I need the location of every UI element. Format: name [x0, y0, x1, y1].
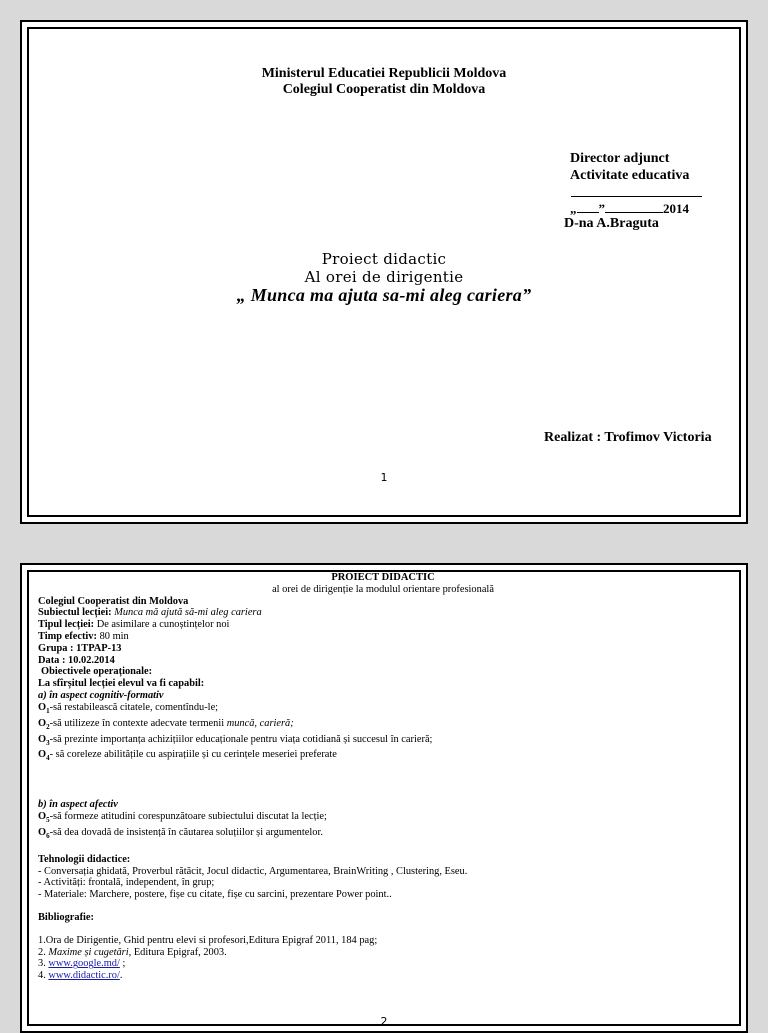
objective-index: 3: [46, 738, 50, 747]
objective-code: O: [38, 701, 47, 713]
objective-text: -să restabilească citatele, comentîndu-le;: [49, 701, 219, 713]
affective-title: b) în aspect afectiv: [38, 799, 118, 811]
subject-label: Subiectul lecției:: [38, 607, 112, 619]
objectives-intro: La sfîrșitul lecției elevul va fi capabil:: [38, 678, 205, 690]
director-approval: [570, 150, 689, 184]
objective-o1: [38, 702, 728, 718]
month-blank: [605, 200, 663, 213]
day-blank: [577, 200, 599, 213]
date-open-quote: „: [570, 201, 577, 216]
biblio-item-3: [38, 958, 728, 970]
biblio-publisher: Editura Epigraf, 2003.: [131, 946, 227, 958]
objective-text: -să dea dovadă de insistență în căutarea soluțiilor și argumentelor.: [49, 826, 323, 838]
college-name: Colegiul Cooperatist din Moldova: [282, 82, 486, 97]
date-line: Data : 10.02.2014: [38, 654, 115, 666]
project-label: Proiect didactic: [321, 250, 447, 268]
lesson-plan-header: [38, 572, 728, 596]
project-topic: „ Munca ma ajuta sa-mi aleg cariera”: [236, 285, 532, 305]
tech-item: - Conversația ghidată, Proverbul rătăcit, Jocul didactic, Argumentarea, BrainWriting , Clustering, Eseu.: [38, 865, 468, 877]
college-line: Colegiul Cooperatist din Moldova: [38, 595, 189, 607]
objective-index: 6: [46, 832, 50, 841]
date-close-quote: ”: [598, 201, 605, 216]
director-dept: Activitate educativa: [570, 168, 690, 183]
google-link[interactable]: www.google.md/: [48, 958, 120, 970]
bibliography-title: Bibliografie:: [38, 912, 94, 923]
objective-terms: muncă, carieră;: [226, 717, 294, 729]
objective-o5: [38, 811, 728, 827]
page-number: 1: [380, 471, 388, 484]
objective-o2: [38, 718, 728, 734]
subject-line: [38, 607, 728, 619]
subject-value: Munca mă ajută să-mi aleg cariera: [114, 607, 262, 619]
didactic-link[interactable]: www.didactic.ro/: [48, 970, 120, 982]
biblio-punct: .: [119, 970, 123, 982]
tech-item: - Materiale: Marchere, postere, fișe cu citate, fișe cu sarcini, prezentare Power point..: [38, 889, 392, 901]
institution-header: [22, 66, 746, 98]
lesson-plan-title: PROIECT DIDACTIC: [331, 572, 435, 583]
objective-text: - să coreleze abilitățile cu aspirațiile și cu cerințele meseriei preferate: [49, 749, 337, 761]
biblio-item-2: [38, 947, 728, 959]
type-value: De asimilare a cunoștințelor noi: [96, 619, 230, 631]
director-title: Director adjunct: [570, 151, 670, 166]
page-1: [20, 20, 748, 524]
objective-o3: [38, 734, 728, 750]
project-title-block: [22, 250, 746, 304]
objective-code: O: [38, 717, 47, 729]
objective-code: O: [38, 826, 47, 838]
objective-text: -să utilizeze în contexte adecvate termenii: [49, 717, 227, 729]
time-line: [38, 631, 728, 643]
biblio-number: 4.: [38, 970, 49, 982]
lesson-plan-body: [38, 572, 728, 982]
ministry-name: Ministerul Educatiei Republicii Moldova: [261, 66, 507, 81]
biblio-item-1: 1.Ora de Dirigentie, Ghid pentru elevi si profesori,Editura Epigraf 2011, 184 pag;: [38, 934, 378, 946]
time-value: 80 min: [99, 630, 129, 642]
cognitive-title: a) în aspect cognitiv-formativ: [38, 689, 164, 701]
type-line: [38, 619, 728, 631]
objective-o6: [38, 827, 728, 843]
objective-text: -să prezinte importanța achizițiilor educaționale pentru viața cotidiană și succesul în carieră;: [49, 733, 433, 745]
biblio-item-4: [38, 970, 728, 982]
director-name: D-na A.Braguta: [564, 216, 659, 231]
objective-code: O: [38, 811, 47, 823]
objectives-title: Obiectivele operaționale:: [41, 666, 153, 678]
objective-index: 4: [46, 754, 50, 763]
objective-index: 1: [46, 706, 50, 715]
biblio-number: 3.: [38, 958, 49, 970]
objective-o4: [38, 749, 728, 765]
time-label: Timp efectiv:: [38, 630, 97, 642]
objective-code: O: [38, 733, 47, 745]
project-subtitle: Al orei de dirigentie: [304, 268, 464, 286]
signature-line: [571, 186, 702, 197]
biblio-book-title: Maxime și cugetări,: [48, 946, 132, 958]
biblio-punct: ;: [119, 958, 126, 970]
objective-index: 2: [46, 722, 50, 731]
biblio-number: 2.: [38, 946, 49, 958]
date-year: 2014: [663, 201, 689, 216]
author-line: Realizat : Trofimov Victoria: [544, 430, 712, 445]
approval-date: [570, 200, 689, 217]
objective-index: 5: [46, 816, 50, 825]
group-line: Grupa : 1TPAP-13: [38, 642, 122, 654]
type-label: Tipul lecției:: [38, 619, 95, 631]
tech-title: Tehnologii didactice:: [38, 853, 131, 865]
tech-item: - Activități: frontală, independent, în grup;: [38, 877, 215, 889]
objective-code: O: [38, 749, 47, 761]
page-2: [20, 563, 748, 1033]
page-number: 2: [380, 1015, 388, 1028]
lesson-plan-subtitle: al orei de dirigenție la modulul orientare profesională: [272, 583, 494, 595]
objective-text: -să formeze atitudini corespunzătoare subiectului discutat la lecție;: [49, 811, 327, 823]
